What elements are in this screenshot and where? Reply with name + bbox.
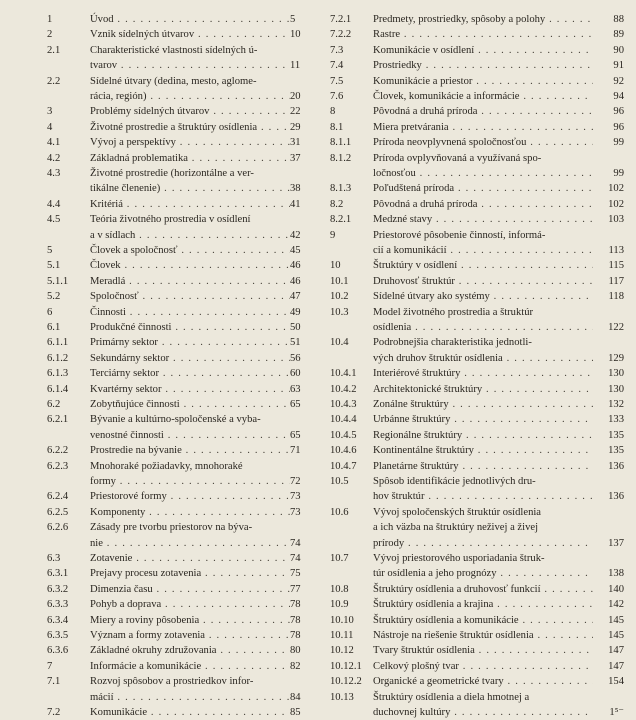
toc-section-title: Celkový plošný tvar . . . — [373, 659, 593, 674]
toc-section-number: 10.1 — [330, 275, 349, 287]
toc-section-title: Planetárne štruktúry . . . — [373, 459, 593, 474]
toc-page-number: 77 — [290, 583, 301, 595]
toc-section-title: Miera pretvárania . . . — [373, 120, 593, 135]
toc-page-number: 50 — [290, 322, 301, 333]
toc-section-title: ločnosťou . . . — [373, 166, 593, 181]
toc-section-number: 10.7 — [330, 553, 349, 564]
toc-section-number: 10.6 — [330, 506, 349, 518]
toc-page-number: 29 — [290, 121, 301, 133]
toc-section-number: 4.2 — [47, 152, 61, 164]
toc-section-number: 4.4 — [47, 198, 61, 210]
toc-section-number: 5.1 — [47, 260, 61, 272]
toc-section-number: 6.1.1 — [47, 337, 69, 349]
toc-section-number: 10.13 — [330, 691, 354, 703]
toc-section-number: 7.4 — [330, 60, 344, 72]
toc-page-number: 11 — [290, 60, 301, 72]
toc-section-title: Model životného prostredia a štruktúr — [373, 306, 534, 318]
toc-section-title: Vznik sídelných útvarov . . . — [90, 27, 290, 42]
toc-section-number: 10.3 — [330, 306, 349, 318]
toc-page-number: 132 — [608, 399, 624, 410]
toc-page-number: 85 — [290, 707, 301, 718]
toc-page-number: 46 — [290, 260, 301, 272]
toc-page-number: 82 — [290, 660, 301, 672]
toc-section-number: 5 — [47, 245, 53, 256]
toc-section-title: mácií . . . — [90, 690, 290, 705]
toc-page-number: 75 — [290, 568, 301, 580]
toc-section-number: 3 — [47, 106, 53, 118]
toc-section-title: nie . . . — [90, 536, 290, 551]
toc-page-number: 78 — [290, 614, 301, 626]
toc-section-title: cií a komunikácií . . . — [373, 243, 593, 258]
toc-section-number: 6.3.3 — [47, 599, 69, 611]
toc-page-number: 74 — [290, 553, 301, 564]
toc-section-number: 10.8 — [330, 583, 349, 595]
toc-section-title: Životné prostredie a štruktúry osídlenia . . . — [90, 120, 290, 135]
toc-section-number: 2 — [47, 29, 53, 41]
toc-section-title: Organické a geometrické tvary . . . — [373, 674, 593, 689]
toc-section-title: Vývoj spoločenských štruktúr osídlenia — [373, 506, 542, 518]
toc-section-number: 6.3.2 — [47, 583, 69, 595]
toc-page-number: 47 — [290, 291, 301, 303]
toc-section-number: 6.1.3 — [47, 368, 69, 380]
toc-section-title: Sídelné útvary ako systémy . . . — [373, 289, 593, 304]
toc-page-number: 63 — [290, 383, 301, 395]
toc-section-title: a ich väzba na štruktúry neživej a živej — [373, 522, 539, 534]
toc-section-title: Regionálne štruktúry . . . — [373, 428, 593, 443]
toc-page-number: 135 — [608, 445, 624, 457]
toc-section-number: 6.1.2 — [47, 352, 69, 364]
toc-page-number: 138 — [608, 568, 624, 580]
toc-section-number: 7.2.2 — [330, 29, 352, 41]
toc-section-number: 6.3 — [47, 553, 61, 564]
toc-section-title: Zotavenie . . . — [90, 551, 290, 566]
toc-page-number: 56 — [290, 352, 301, 364]
toc-page-number: 94 — [613, 91, 624, 102]
toc-section-number: 10.9 — [330, 599, 349, 611]
toc-page-number: 1⁵⁻ — [609, 707, 624, 718]
toc-page-number: 71 — [290, 445, 301, 457]
toc-page-number: 42 — [290, 229, 301, 241]
toc-section-title: Činnosti . . . — [90, 305, 290, 320]
toc-section-title: tvarov . . . — [90, 58, 290, 73]
toc-section-title: formy . . . — [90, 474, 290, 489]
toc-page-number: 20 — [290, 91, 301, 102]
toc-page-number: 99 — [613, 137, 624, 149]
toc-section-title: Podrobnejšia charakteristika jednotli- — [373, 337, 532, 349]
toc-section-number: 6.2.3 — [47, 460, 69, 472]
toc-page-number: 133 — [608, 414, 624, 426]
toc-section-title: Pohyb a doprava . . . — [90, 597, 290, 612]
toc-section-title: Priestorové formy . . . — [90, 489, 290, 504]
toc-section-title: Problémy sídelných útvarov . . . — [90, 104, 290, 119]
toc-section-number: 10.4.3 — [330, 399, 357, 410]
toc-page-number: 91 — [613, 60, 624, 72]
toc-page-number: 73 — [290, 491, 301, 503]
toc-section-number: 6.3.6 — [47, 645, 69, 657]
toc-page-number: 88 — [613, 14, 624, 25]
toc-section-title: hov štruktúr . . . — [373, 489, 593, 504]
toc-section-title: Človek a spoločnosť . . . — [90, 243, 290, 258]
toc-page-number: 122 — [608, 322, 624, 333]
toc-page-number: 49 — [290, 306, 301, 318]
toc-page-number: 102 — [608, 183, 624, 195]
toc-section-number: 5.1.1 — [47, 275, 69, 287]
toc-section-number: 7.2.1 — [330, 14, 352, 25]
toc-page-number: 140 — [608, 583, 624, 595]
toc-section-title: Charakteristické vlastnosti sídelných ú- — [90, 44, 258, 56]
toc-page-number: 72 — [290, 476, 301, 487]
toc-page-number: 80 — [290, 645, 301, 657]
toc-section-number: 10.4.1 — [330, 368, 357, 380]
toc-section-title: Človek, komunikácie a informácie . . . — [373, 89, 593, 104]
toc-section-title: Nástroje na riešenie štruktúr osídlenia . . . — [373, 628, 593, 643]
toc-section-title: Príroda ovplyvňovaná a využívaná spo- — [373, 152, 542, 164]
toc-page-number: 130 — [608, 383, 624, 395]
toc-page-number: 5 — [290, 14, 296, 25]
toc-page-number: 147 — [608, 645, 624, 657]
toc-page-number: 65 — [290, 399, 301, 410]
toc-section-number: 8.2 — [330, 198, 344, 210]
toc-page-number: 137 — [608, 537, 624, 549]
toc-page-number: 96 — [613, 106, 624, 118]
toc-section-title: Zobytňujúce činnosti . . . — [90, 397, 290, 412]
toc-section-number: 8.2.1 — [330, 214, 352, 226]
toc-section-title: Pôvodná a druhá príroda . . . — [373, 197, 593, 212]
toc-section-title: Predmety, prostriedky, spôsoby a polohy . . . — [373, 12, 593, 27]
toc-section-number: 2.1 — [47, 44, 61, 56]
toc-page-number: 99 — [613, 168, 624, 179]
toc-section-number: 7.3 — [330, 44, 344, 56]
toc-section-title: Druhovosť štruktúr . . . — [373, 274, 593, 289]
toc-section-title: Meradlá . . . — [90, 274, 290, 289]
toc-section-number: 1 — [47, 14, 53, 25]
toc-section-number: 6.3.1 — [47, 568, 69, 580]
toc-page-number: 145 — [608, 630, 624, 641]
toc-section-title: túr osídlenia a jeho prognózy . . . — [373, 566, 593, 581]
toc-section-title: Štruktúry osídlenia a krajina . . . — [373, 597, 593, 612]
toc-section-number: 10.2 — [330, 291, 349, 303]
toc-section-number: 7.2 — [47, 707, 61, 718]
toc-section-number: 7 — [47, 660, 53, 672]
toc-section-title: Rozvoj spôsobov a prostriedkov infor- — [90, 676, 254, 688]
toc-page-number: 84 — [290, 691, 301, 703]
toc-section-title: Kvartérny sektor . . . — [90, 382, 290, 397]
toc-section-number: 2.2 — [47, 75, 61, 87]
toc-page-number: 129 — [608, 352, 624, 364]
toc-page-number: 103 — [608, 214, 624, 226]
toc-page-number: 78 — [290, 630, 301, 641]
toc-page-number: 10 — [290, 29, 301, 41]
toc-section-title: Miery a roviny pôsobenia . . . — [90, 613, 290, 628]
toc-section-number: 4 — [47, 121, 53, 133]
toc-section-title: Rastre . . . — [373, 27, 593, 42]
toc-section-title: Spoločnosť . . . — [90, 289, 290, 304]
toc-section-title: Sídelné útvary (dedina, mesto, aglome- — [90, 75, 257, 87]
toc-section-title: Vývoj a perspektívy . . . — [90, 135, 290, 150]
toc-section-number: 10.4 — [330, 337, 349, 349]
toc-section-title: Zonálne štruktúry . . . — [373, 397, 593, 412]
toc-section-number: 10.10 — [330, 614, 354, 626]
toc-section-number: 5.2 — [47, 291, 61, 303]
toc-section-title: Kritériá . . . — [90, 197, 290, 212]
toc-section-number: 10.4.4 — [330, 414, 357, 426]
toc-page-number: 22 — [290, 106, 301, 118]
toc-section-title: Terciárny sektor . . . — [90, 366, 290, 381]
toc-page-number: 147 — [608, 660, 624, 672]
toc-page-number: 89 — [613, 29, 624, 41]
toc-section-title: Zásady pre tvorbu priestorov na býva- — [90, 522, 253, 534]
toc-section-title: Priestorové pôsobenie činností, informá- — [373, 229, 546, 241]
toc-section-number: 6.2.4 — [47, 491, 69, 503]
toc-section-number: 6.2.1 — [47, 414, 69, 426]
toc-section-number: 8.1.3 — [330, 183, 352, 195]
toc-page-number: 73 — [290, 506, 301, 518]
toc-section-number: 6.2.2 — [47, 445, 69, 457]
toc-page-number: 136 — [608, 460, 624, 472]
toc-section-number: 10.4.2 — [330, 383, 357, 395]
toc-section-title: Komunikácie a priestor . . . — [373, 74, 593, 89]
toc-section-title: Základné okruhy združovania . . . — [90, 643, 290, 658]
toc-section-title: Životné prostredie (horizontálne a ver- — [90, 168, 254, 179]
toc-page-number: 117 — [608, 275, 624, 287]
toc-section-title: Komunikácie . . . — [90, 705, 290, 720]
toc-page-number: 41 — [290, 198, 301, 210]
toc-section-number: 10.12.2 — [330, 676, 362, 688]
toc-section-title: Teória životného prostredia v osídlení — [90, 214, 251, 226]
toc-section-number: 6.2 — [47, 399, 61, 410]
toc-section-title: Informácie a komunikácie . . . — [90, 659, 290, 674]
toc-section-title: vých druhov štruktúr osídlenia . . . — [373, 351, 593, 366]
toc-section-number: 10.5 — [330, 476, 349, 487]
toc-page-number: 78 — [290, 599, 301, 611]
toc-page-number: 51 — [290, 337, 301, 349]
toc-page-number: 92 — [613, 75, 624, 87]
toc-section-title: Štruktúry osídlenia a druhovosť funkcií . . . — [373, 582, 593, 597]
toc-section-title: Prostriedky . . . — [373, 58, 593, 73]
toc-section-title: venostné činnosti . . . — [90, 428, 290, 443]
toc-section-title: Medzné stavy . . . — [373, 212, 593, 227]
toc-page-number: 102 — [608, 198, 624, 210]
toc-section-number: 10.4.6 — [330, 445, 357, 457]
toc-page-number: 136 — [608, 491, 624, 503]
toc-section-title: Príroda neovplyvnená spoločnosťou . . . — [373, 135, 593, 150]
toc-section-number: 4.3 — [47, 168, 61, 179]
toc-page-number: 31 — [290, 137, 301, 149]
toc-section-title: Primárny sektor . . . — [90, 335, 290, 350]
toc-page-number: 37 — [290, 152, 301, 164]
toc-page-number: 38 — [290, 183, 301, 195]
toc-section-title: Pôvodná a druhá príroda . . . — [373, 104, 593, 119]
toc-section-title: Človek . . . — [90, 258, 290, 273]
toc-page-number: 113 — [608, 245, 624, 256]
toc-section-title: Úvod . . . — [90, 12, 290, 27]
toc-page-number: 90 — [613, 44, 624, 56]
toc-page-number: 65 — [290, 429, 301, 441]
toc-section-title: Prostredie na bývanie . . . — [90, 443, 290, 458]
toc-page-number: 145 — [608, 614, 624, 626]
toc-section-title: Štruktúry osídlenia a diela hmotnej a — [373, 691, 530, 703]
toc-section-title: Tvary štruktúr osídlenia . . . — [373, 643, 593, 658]
toc-section-title: Mnohoraké požiadavky, mnohoraké — [90, 460, 243, 472]
toc-section-title: Produkčné činnosti . . . — [90, 320, 290, 335]
toc-page-number: 96 — [613, 121, 624, 133]
toc-section-title: Spôsob identifikácie jednotlivých dru- — [373, 476, 536, 487]
toc-section-title: Vývoj priestorového usporiadania štruk- — [373, 553, 545, 564]
toc-page-number: 135 — [608, 429, 624, 441]
toc-section-number: 8.1 — [330, 121, 344, 133]
toc-page-number: 60 — [290, 368, 301, 380]
toc-section-number: 6.3.5 — [47, 630, 69, 641]
toc-section-title: Interiérové štruktúry . . . — [373, 366, 593, 381]
toc-section-title: Kontinentálne štruktúry . . . — [373, 443, 593, 458]
toc-section-number: 6.2.5 — [47, 506, 69, 518]
toc-section-number: 7.6 — [330, 91, 344, 102]
toc-section-number: 6.1 — [47, 322, 61, 333]
toc-section-title: osídlenia . . . — [373, 320, 593, 335]
toc-section-number: 10.11 — [330, 630, 354, 641]
toc-section-title: Poľudštená príroda . . . — [373, 181, 593, 196]
toc-page-number: 46 — [290, 275, 301, 287]
toc-section-title: Základná problematika . . . — [90, 151, 290, 166]
toc-section-title: Štruktúry osídlenia a komunikácie . . . — [373, 613, 593, 628]
toc-section-number: 6.2.6 — [47, 522, 69, 534]
toc-page-number: 115 — [608, 260, 624, 272]
toc-section-number: 4.1 — [47, 137, 61, 149]
toc-section-title: Architektonické štruktúry . . . — [373, 382, 593, 397]
toc-section-number: 4.5 — [47, 214, 61, 226]
toc-section-title: tikálne členenie) . . . — [90, 181, 290, 196]
toc-section-number: 8.1.2 — [330, 152, 352, 164]
toc-section-title: Prejavy procesu zotavenia . . . — [90, 566, 290, 581]
toc-section-number: 7.5 — [330, 75, 344, 87]
toc-section-number: 10.12.1 — [330, 660, 362, 672]
toc-section-number: 8.1.1 — [330, 137, 352, 149]
toc-section-number: 7.1 — [47, 676, 61, 688]
toc-section-number: 6 — [47, 306, 53, 318]
toc-page-number: 130 — [608, 368, 624, 380]
toc-section-title: prírody . . . — [373, 536, 593, 551]
toc-page-number: 74 — [290, 537, 301, 549]
toc-section-title: Štruktúry v osídlení . . . — [373, 258, 593, 273]
toc-section-title: Význam a formy zotavenia . . . — [90, 628, 290, 643]
toc-section-title: Komunikácie v osídlení . . . — [373, 43, 593, 58]
toc-section-title: Sekundárny sektor . . . — [90, 351, 290, 366]
toc-section-title: Bývanie a kultúrno-spoločenské a vyba- — [90, 414, 261, 426]
toc-section-number: 8 — [330, 106, 336, 118]
toc-page-number: 118 — [608, 291, 624, 303]
toc-section-title: Urbánne štruktúry . . . — [373, 412, 593, 427]
toc-section-title: a v sídlach . . . — [90, 228, 290, 243]
toc-section-number: 10.4.7 — [330, 460, 357, 472]
toc-section-number: 6.3.4 — [47, 614, 69, 626]
toc-section-title: Komponenty . . . — [90, 505, 290, 520]
toc-page-number: 154 — [608, 676, 624, 688]
toc-section-title: duchovnej kultúry . . . — [373, 705, 593, 720]
toc-section-number: 10 — [330, 260, 341, 272]
toc-section-title: rácia, región) . . . — [90, 89, 290, 104]
toc-page-number: 45 — [290, 245, 301, 256]
toc-section-title: Dimenzia času . . . — [90, 582, 290, 597]
toc-section-number: 6.1.4 — [47, 383, 69, 395]
toc-page-number: 142 — [608, 599, 624, 611]
toc-section-number: 9 — [330, 229, 336, 241]
toc-section-number: 10.12 — [330, 645, 354, 657]
toc-section-number: 10.4.5 — [330, 429, 357, 441]
